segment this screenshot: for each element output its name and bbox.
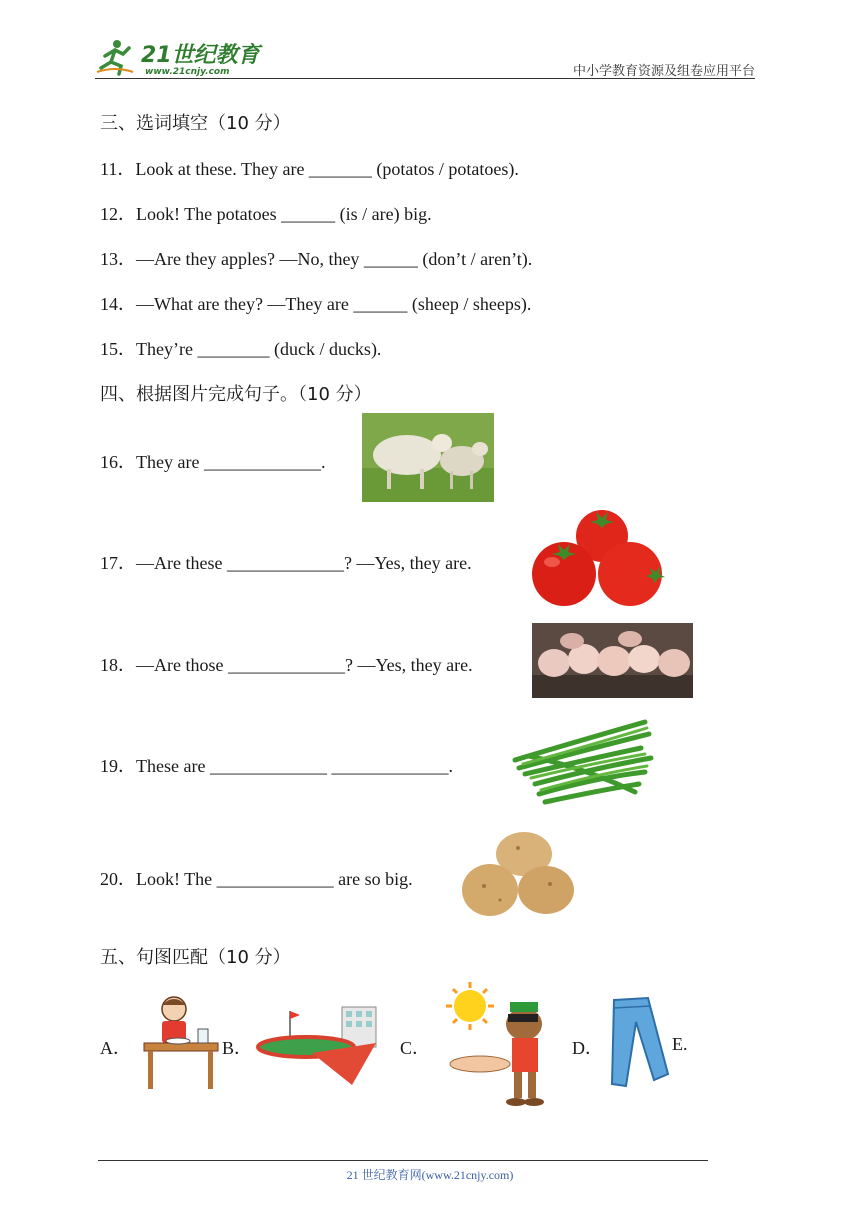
svg-text:21世纪教育: 21世纪教育 xyxy=(141,43,260,68)
question-14: 14．—What are they? —They are ______ (sheep / sheeps). xyxy=(100,294,532,314)
question-11: 11．Look at these. They are _______ (potatos / potatoes). xyxy=(100,159,519,179)
question-17: 17．—Are these _____________? —Yes, they are. xyxy=(100,553,472,573)
option-a-label: A． xyxy=(100,1038,131,1058)
header-platform-text: 中小学教育资源及组卷应用平台 xyxy=(572,64,755,79)
playground-picture xyxy=(256,1003,378,1085)
svg-text:www.21cnjy.com: www.21cnjy.com xyxy=(145,67,230,77)
sheep-picture xyxy=(362,413,494,502)
footer-divider xyxy=(98,1160,708,1161)
question-15: 15．They’re ________ (duck / ducks). xyxy=(100,339,382,359)
potatoes-picture xyxy=(460,828,575,920)
pigs-picture xyxy=(532,623,693,698)
option-c-label: C． xyxy=(400,1038,431,1058)
option-e-label: E. xyxy=(672,1034,688,1054)
question-19: 19．These are _____________ _____________. xyxy=(100,756,453,776)
green-beans-picture xyxy=(505,712,655,812)
question-13: 13．—Are they apples? —No, they ______ (don’t / aren’t). xyxy=(100,249,533,269)
mouse-beach-picture xyxy=(440,980,564,1110)
header-divider xyxy=(95,78,755,79)
boy-eating-picture xyxy=(142,993,220,1091)
question-12: 12．Look! The potatoes ______ (is / are) big. xyxy=(100,204,432,224)
question-20: 20．Look! The _____________ are so big. xyxy=(100,869,413,889)
option-d-label: D． xyxy=(572,1038,603,1058)
logo xyxy=(95,36,265,80)
jeans-picture xyxy=(608,996,672,1090)
tomatoes-picture xyxy=(530,508,668,608)
footer-text: 21 世纪教育网(www.21cnjy.com) xyxy=(346,1168,514,1182)
question-18: 18．—Are those _____________? —Yes, they are. xyxy=(100,655,473,675)
option-b-label: B． xyxy=(222,1038,253,1058)
section-5-title: 五、句图匹配（10 分） xyxy=(100,947,291,968)
section-4-title: 四、根据图片完成句子。（10 分） xyxy=(100,384,372,405)
question-16: 16．They are _____________. xyxy=(100,452,326,472)
section-3-title: 三、选词填空（10 分） xyxy=(100,113,291,134)
